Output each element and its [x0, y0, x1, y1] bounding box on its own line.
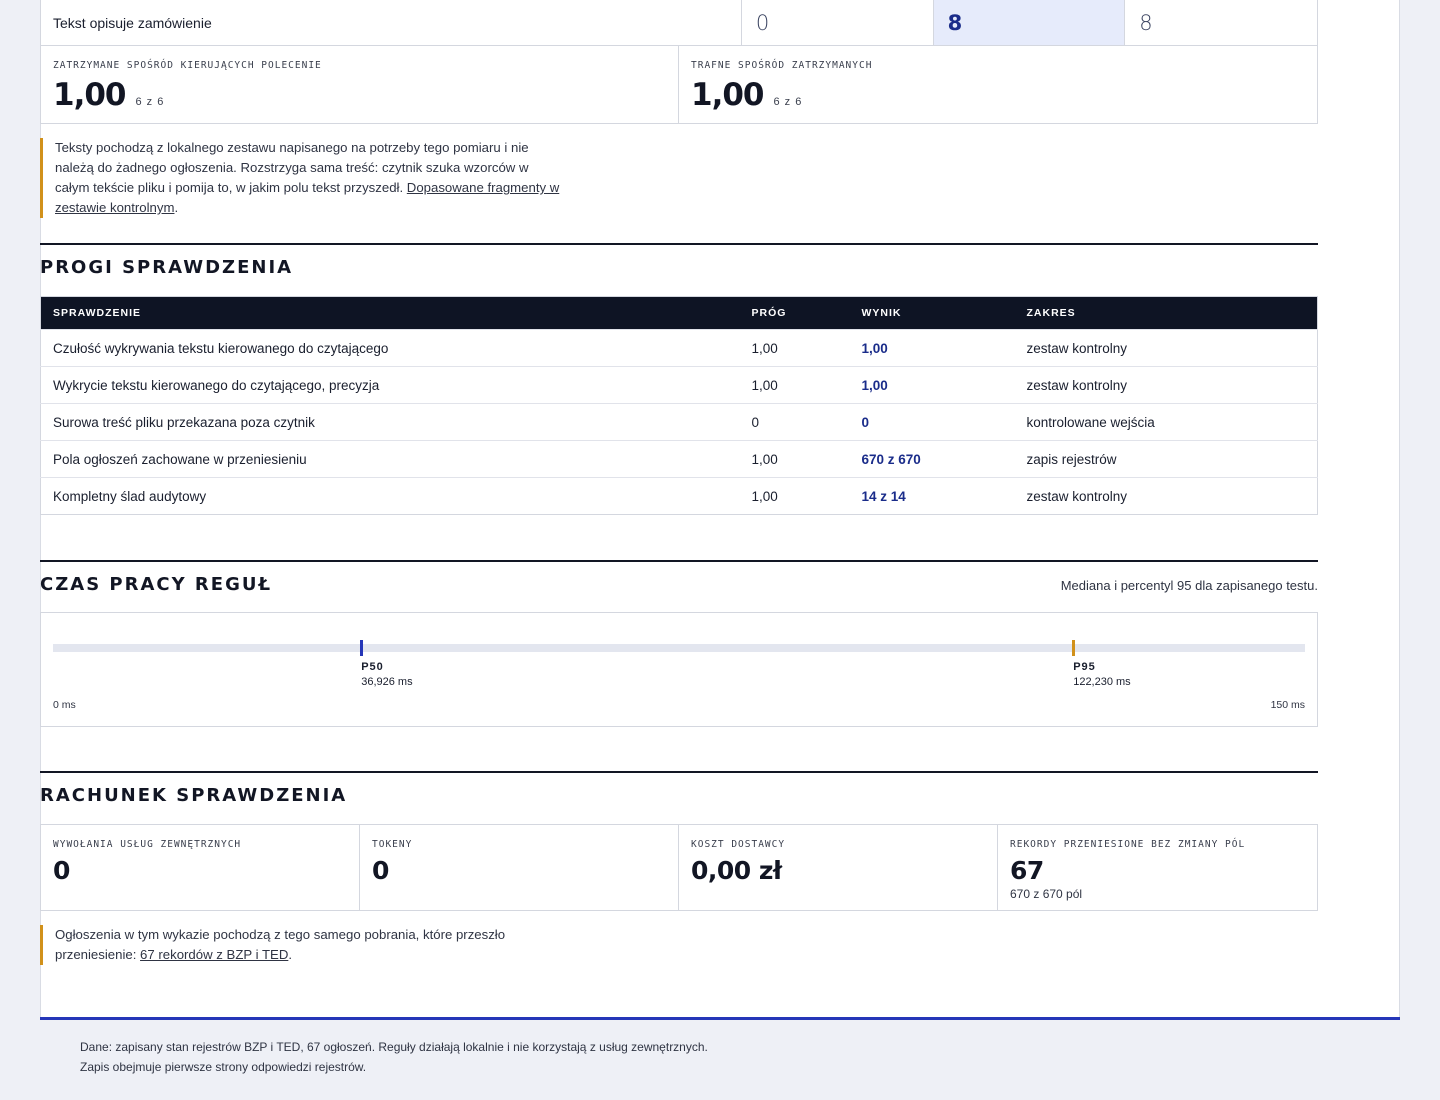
check-threshold: 0	[740, 404, 850, 441]
metric-provider-cost	[679, 825, 998, 910]
section-aside: Mediana i percentyl 95 dla zapisanego testu.	[1060, 578, 1318, 593]
info-note	[40, 925, 575, 965]
cell-highlight: 8	[934, 0, 1126, 45]
check-scope: zestaw kontrolny	[1015, 330, 1318, 367]
p50-label	[361, 661, 412, 688]
p95-label	[1073, 661, 1130, 688]
timing-chart	[40, 612, 1318, 727]
p50-value: 36,926 ms	[361, 676, 413, 688]
check-name: Wykrycie tekstu kierowanego do czytającego, precyzja	[41, 367, 740, 404]
table-row	[40, 0, 1318, 46]
metric-recall	[41, 46, 679, 123]
check-scope: zapis rejestrów	[1015, 441, 1318, 478]
check-result: 1,00	[850, 330, 1015, 367]
p95-marker	[1072, 640, 1075, 656]
check-result: 670 z 670	[850, 441, 1015, 478]
metric-sub: 6 z 6	[135, 96, 165, 108]
info-note	[40, 138, 560, 218]
metric-label: TOKENY	[372, 839, 413, 850]
note-tail: .	[288, 947, 293, 962]
metric-value: 1,00	[691, 77, 764, 113]
thresholds-table	[40, 296, 1318, 515]
metric-value: 1,00	[53, 77, 126, 113]
table-row	[41, 478, 1318, 515]
section-title: CZAS PRACY REGUŁ	[40, 574, 273, 595]
metric-label: KOSZT DOSTAWCY	[691, 839, 786, 850]
section-title: PROGI SPRAWDZENIA	[40, 257, 294, 278]
check-result: 14 z 14	[850, 478, 1015, 515]
metric-value: 0,00 zł	[691, 856, 782, 885]
p50-marker	[360, 640, 363, 656]
check-threshold: 1,00	[740, 330, 850, 367]
section-billing-header	[40, 771, 1318, 806]
footer-text: Dane: zapisany stan rejestrów BZP i TED, 67 ogłoszeń. Reguły działają lokalnie i nie korzystają z usług zewnętrznych. Zapis obejmuje pierwsze strony odpowiedzi rejestrów.	[80, 1040, 708, 1074]
metric-tokens	[360, 825, 679, 910]
column-header: PRÓG	[740, 297, 850, 330]
column-header: SPRAWDZENIE	[41, 297, 740, 330]
metric-sub: 670 z 670 pól	[1010, 887, 1083, 901]
section-title: RACHUNEK SPRAWDZENIA	[40, 785, 348, 806]
footer	[40, 1017, 1400, 1100]
section-thresholds-header	[40, 243, 1318, 278]
metric-summary	[40, 45, 1318, 124]
metric-label: WYWOŁANIA USŁUG ZEWNĘTRZNYCH	[53, 839, 242, 850]
cell: 8	[1139, 10, 1153, 35]
records-link[interactable]: 67 rekordów z BZP i TED	[140, 947, 289, 962]
table-header-row	[41, 297, 1318, 330]
note-tail: .	[174, 200, 179, 215]
note-text: Teksty pochodzą z lokalnego zestawu napisanego na potrzeby tego pomiaru i nie należą do żadnego ogłoszenia. Rozstrzyga sama treść: czytnik szuka wzorców w całym tekście pliku i pomija to, w jakim polu tekst przyszedł.	[55, 140, 529, 195]
check-scope: kontrolowane wejścia	[1015, 404, 1318, 441]
matched-fragments-link[interactable]: Dopasowane fragmenty w zestawie kontrolnym	[55, 180, 560, 215]
table-row	[41, 330, 1318, 367]
check-threshold: 1,00	[740, 441, 850, 478]
p95-name: P95	[1073, 661, 1096, 673]
axis-max-label: 150 ms	[1270, 699, 1305, 711]
note-text: Ogłoszenia w tym wykazie pochodzą z tego samego pobrania, które przeszło przeniesienie:	[55, 927, 506, 962]
metric-value: 0	[53, 856, 70, 885]
column-header: ZAKRES	[1015, 297, 1318, 330]
p95-value: 122,230 ms	[1073, 676, 1131, 688]
table-row	[41, 367, 1318, 404]
check-name: Czułość wykrywania tekstu kierowanego do czytającego	[41, 330, 740, 367]
metric-sub: 6 z 6	[773, 96, 803, 108]
metric-precision	[679, 46, 1317, 123]
table-row	[41, 441, 1318, 478]
billing-metrics	[40, 824, 1318, 911]
check-result: 1,00	[850, 367, 1015, 404]
check-name: Surowa treść pliku przekazana poza czytnik	[41, 404, 740, 441]
metric-label: TRAFNE SPOŚRÓD ZATRZYMANYCH	[691, 60, 873, 71]
metric-label: REKORDY PRZENIESIONE BEZ ZMIANY PÓL	[1010, 839, 1246, 850]
row-label: Tekst opisuje zamówienie	[41, 0, 742, 45]
check-scope: zestaw kontrolny	[1015, 367, 1318, 404]
column-header: WYNIK	[850, 297, 1015, 330]
check-result: 0	[850, 404, 1015, 441]
check-name: Kompletny ślad audytowy	[41, 478, 740, 515]
metric-value: 0	[372, 856, 389, 885]
table-row	[41, 404, 1318, 441]
check-scope: zestaw kontrolny	[1015, 478, 1318, 515]
metric-records-transferred	[998, 825, 1317, 910]
metric-value: 67	[1010, 856, 1044, 885]
axis-min-label: 0 ms	[53, 699, 76, 711]
metric-external-calls	[41, 825, 360, 910]
check-name: Pola ogłoszeń zachowane w przeniesieniu	[41, 441, 740, 478]
p50-name: P50	[361, 661, 384, 673]
timing-track	[53, 644, 1305, 652]
cell: 0	[742, 0, 934, 45]
section-timing-header	[40, 560, 1318, 595]
check-threshold: 1,00	[740, 478, 850, 515]
metric-label: ZATRZYMANE SPOŚRÓD KIERUJĄCYCH POLECENIE	[53, 60, 322, 71]
check-threshold: 1,00	[740, 367, 850, 404]
